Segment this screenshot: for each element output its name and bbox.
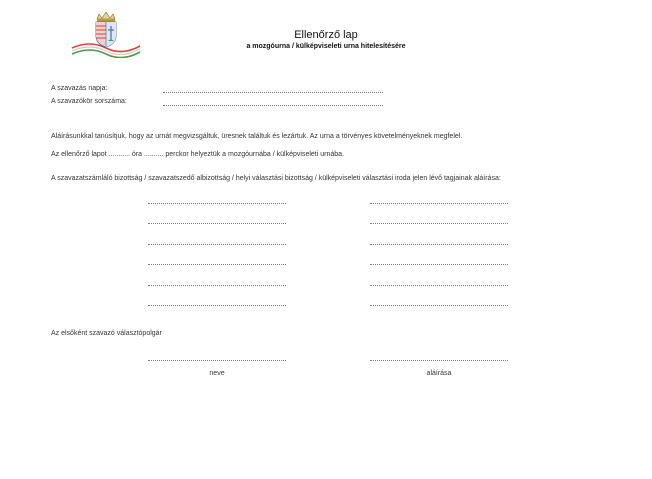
name-caption: neve bbox=[209, 370, 225, 377]
voting-date-label: A szavazás napja: bbox=[51, 85, 108, 92]
signature-line-left-1[interactable] bbox=[148, 203, 286, 204]
district-number-line[interactable] bbox=[163, 105, 383, 106]
signature-line-right-4[interactable] bbox=[370, 264, 508, 265]
committee-signatures-label: A szavazatszámláló bizottság / szavazatszedő albizottság / helyi választási bizottság / külképviseleti választási iroda jelen lévő tagjainak aláírása: bbox=[51, 175, 501, 182]
district-number-label: A szavazókör sorszáma: bbox=[51, 98, 127, 105]
first-voter-name-line[interactable] bbox=[148, 360, 286, 361]
signature-line-left-4[interactable] bbox=[148, 264, 286, 265]
first-voter-signature-line[interactable] bbox=[370, 360, 508, 361]
signature-line-left-3[interactable] bbox=[148, 244, 286, 245]
signature-caption: aláírása bbox=[426, 370, 452, 377]
certification-text: Aláírásunkkal tanúsítjuk, hogy az urnát megvizsgáltuk, üresnek találtuk és lezártuk. Az urna a törvényes követelményeknek megfelel. bbox=[51, 133, 463, 140]
signature-line-right-3[interactable] bbox=[370, 244, 508, 245]
document-subtitle: a mozgóurna / külképviseleti urna hitelesítésére bbox=[246, 43, 406, 50]
signature-line-right-5[interactable] bbox=[370, 285, 508, 286]
time-placement-text: Az ellenőrző lapot ........... óra .......... perckor helyeztük a mozgóurnába / külképviseleti urnába. bbox=[51, 151, 344, 158]
first-voter-label: Az elsőként szavazó választópolgár bbox=[51, 330, 162, 337]
signature-line-left-2[interactable] bbox=[148, 223, 286, 224]
document-title: Ellenőrző lap bbox=[294, 29, 358, 41]
signature-line-left-6[interactable] bbox=[148, 305, 286, 306]
signature-line-right-1[interactable] bbox=[370, 203, 508, 204]
signature-line-right-6[interactable] bbox=[370, 305, 508, 306]
voting-date-line[interactable] bbox=[163, 92, 383, 93]
signature-line-left-5[interactable] bbox=[148, 285, 286, 286]
signature-line-right-2[interactable] bbox=[370, 223, 508, 224]
